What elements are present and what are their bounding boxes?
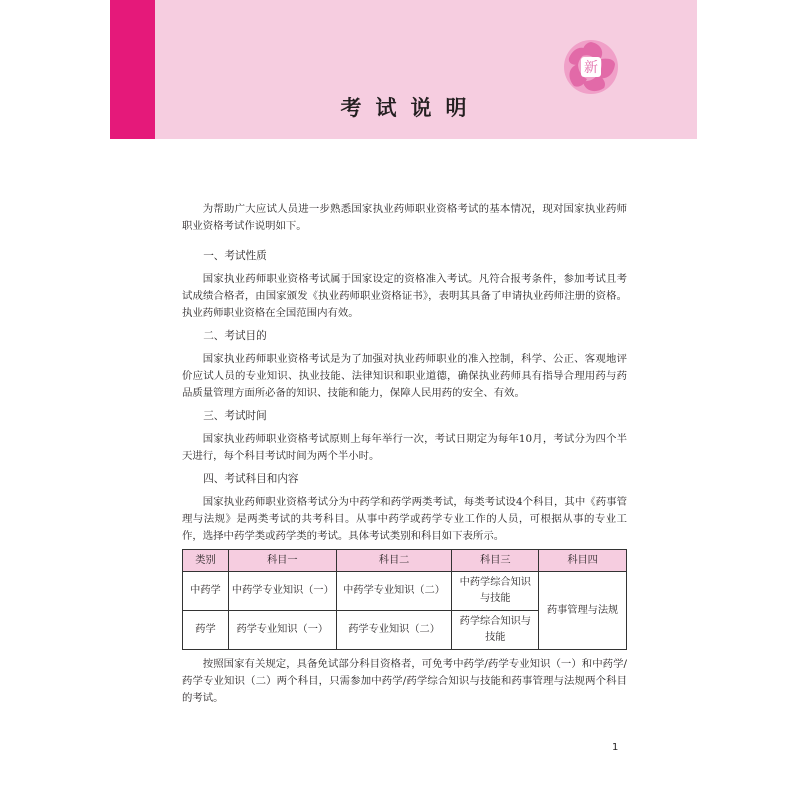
section-heading-purpose: 二、考试目的	[203, 330, 267, 342]
section-heading-nature: 一、考试性质	[203, 250, 267, 262]
table-cell-category: 药学	[183, 611, 229, 650]
logo-character: 新	[584, 60, 598, 76]
intro-paragraph: 为帮助广大应试人员进一步熟悉国家执业药师职业资格考试的基本情况，现对国家执业药师职业资格考试作说明如下。	[182, 203, 627, 232]
table-cell: 药学专业知识（一）	[228, 611, 336, 650]
table-header: 科目四	[539, 550, 627, 572]
section-heading-time: 三、考试时间	[203, 410, 267, 422]
table-header: 科目一	[228, 550, 336, 572]
table-cell: 中药学专业知识（二）	[336, 572, 452, 611]
table-cell: 药学专业知识（二）	[336, 611, 452, 650]
section-body-purpose: 国家执业药师职业资格考试是为了加强对执业药师职业的准入控制，科学、公正、客观地评价应试人员的专业知识、执业技能、法律知识和职业道德，确保执业药师具有指导合理用药与药品质量管理方面所必备的知识、技能和能力，保障人民用药的安全、有效。	[182, 353, 627, 399]
page-title: 考试说明	[340, 95, 481, 120]
table-header: 类别	[183, 550, 229, 572]
subjects-table	[182, 549, 627, 650]
section-heading-subjects: 四、考试科目和内容	[203, 473, 299, 485]
section-body-nature: 国家执业药师职业资格考试属于国家设定的资格准入考试。凡符合报考条件，参加考试且考试成绩合格者，由国家颁发《执业药师职业资格证书》，表明其具备了申请执业药师注册的资格。执业药师职业资格在全国范围内有效。	[182, 273, 627, 319]
table-row	[183, 572, 627, 611]
flower-seal-icon	[562, 38, 620, 96]
table-cell-shared-subject: 药事管理与法规	[539, 572, 627, 650]
table-cell: 中药学专业知识（一）	[228, 572, 336, 611]
table-header-row	[183, 550, 627, 572]
table-cell-category: 中药学	[183, 572, 229, 611]
table-cell: 中药学综合知识与技能	[452, 572, 539, 611]
content	[182, 201, 627, 707]
page-number: 1	[612, 742, 619, 753]
section-body-time: 国家执业药师职业资格考试原则上每年举行一次，考试日期定为每年10月，考试分为四个半天进行，每个科目考试时间为两个半小时。	[182, 433, 627, 462]
closing-paragraph: 按照国家有关规定，具备免试部分科目资格者，可免考中药学/药学专业知识（一）和中药学/药学专业知识（二）两个科目，只需参加中药学/药学综合知识与技能和药事管理与法规两个科目的考试。	[182, 658, 627, 704]
table-cell: 药学综合知识与技能	[452, 611, 539, 650]
table-header: 科目三	[452, 550, 539, 572]
section-body-subjects: 国家执业药师职业资格考试分为中药学和药学两类考试，每类考试设4个科目，其中《药事管理与法规》是两类考试的共考科目。从事中药学或药学专业工作的人员，可根据从事的专业工作，选择中药学类或药学类的考试。具体考试类别和科目如下表所示。	[182, 496, 627, 542]
table-header: 科目二	[336, 550, 452, 572]
